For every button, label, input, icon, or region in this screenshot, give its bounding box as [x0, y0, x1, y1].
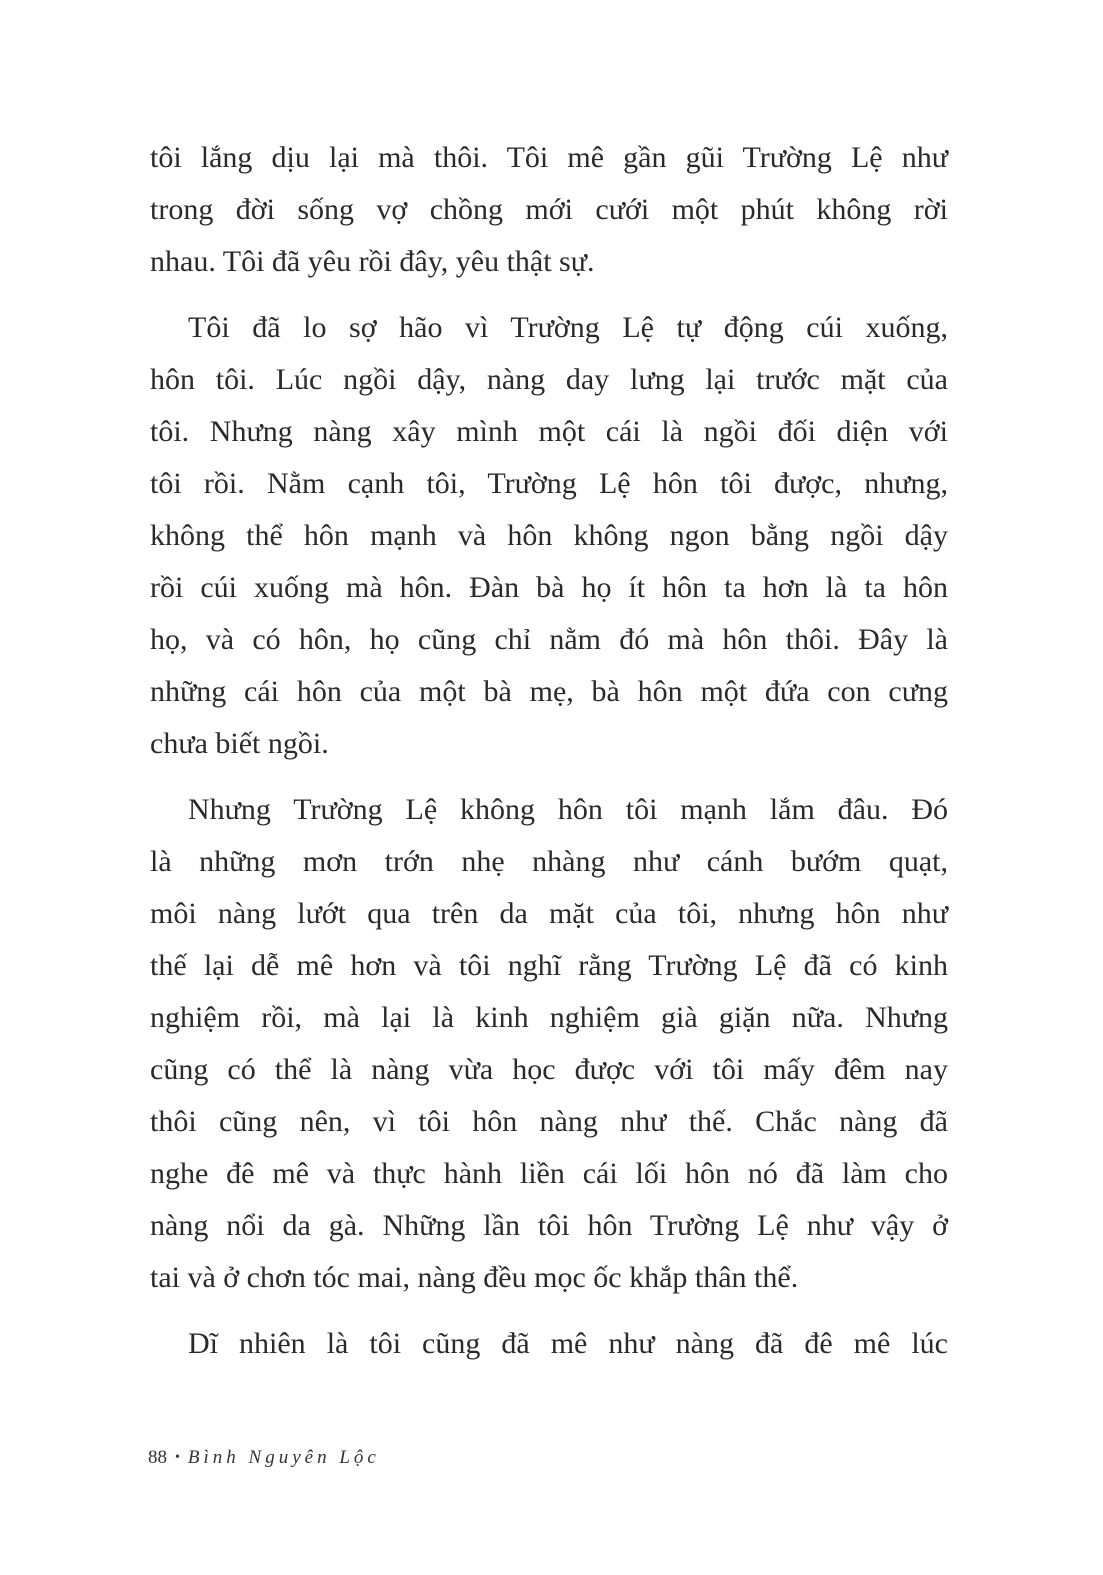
- author-name: Bình Nguyên Lộc: [187, 1447, 380, 1468]
- body-text: [150, 132, 948, 1384]
- text-line: tôi. Nhưng nàng xây mình một cái là ngồi đối diện với: [150, 415, 948, 448]
- text-line: là những mơn trớn nhẹ nhàng như cánh bướm quạt,: [150, 845, 948, 878]
- text-line: nàng nổi da gà. Những lần tôi hôn Trường Lệ như vậy ở: [150, 1209, 948, 1242]
- text-line: tôi lắng dịu lại mà thôi. Tôi mê gần gũi Trường Lệ như: [150, 141, 948, 174]
- paragraph: [150, 132, 948, 288]
- paragraph: [150, 784, 948, 1304]
- text-line: Nhưng Trường Lệ không hôn tôi mạnh lắm đâu. Đó: [188, 793, 948, 826]
- text-line: thôi cũng nên, vì tôi hôn nàng như thế. Chắc nàng đã: [150, 1105, 948, 1138]
- text-line: thế lại dễ mê hơn và tôi nghĩ rằng Trường Lệ đã có kinh: [150, 949, 948, 982]
- text-line: Dĩ nhiên là tôi cũng đã mê như nàng đã đê mê lúc: [188, 1327, 948, 1360]
- paragraph: [150, 1318, 948, 1370]
- text-line: nghiệm rồi, mà lại là kinh nghiệm già giặn nữa. Nhưng: [150, 1001, 948, 1034]
- text-line: Tôi đã lo sợ hão vì Trường Lệ tự động cúi xuống,: [188, 311, 948, 344]
- separator: •: [175, 1450, 180, 1465]
- text-line: họ, và có hôn, họ cũng chỉ nằm đó mà hôn thôi. Đây là: [150, 623, 948, 656]
- text-line: hôn tôi. Lúc ngồi dậy, nàng day lưng lại trước mặt của: [150, 363, 948, 396]
- page-number: 88: [148, 1447, 167, 1468]
- text-line: cũng có thể là nàng vừa học được với tôi mấy đêm nay: [150, 1053, 948, 1086]
- text-line: rồi cúi xuống mà hôn. Đàn bà họ ít hôn ta hơn là ta hôn: [150, 571, 948, 604]
- text-line: tôi rồi. Nằm cạnh tôi, Trường Lệ hôn tôi được, nhưng,: [150, 467, 948, 500]
- text-line: nghe đê mê và thực hành liền cái lối hôn nó đã làm cho: [150, 1157, 948, 1190]
- text-line: không thể hôn mạnh và hôn không ngon bằng ngồi dậy: [150, 519, 948, 552]
- text-line: môi nàng lướt qua trên da mặt của tôi, nhưng hôn như: [150, 897, 948, 930]
- page-footer: [148, 1447, 380, 1469]
- text-line: nhau. Tôi đã yêu rồi đây, yêu thật sự.: [150, 245, 595, 278]
- paragraph: [150, 302, 948, 770]
- text-line: trong đời sống vợ chồng mới cưới một phút không rời: [150, 193, 948, 226]
- text-line: chưa biết ngồi.: [150, 727, 329, 760]
- text-line: tai và ở chơn tóc mai, nàng đều mọc ốc khắp thân thể.: [150, 1261, 799, 1294]
- text-line: những cái hôn của một bà mẹ, bà hôn một đứa con cưng: [150, 675, 948, 708]
